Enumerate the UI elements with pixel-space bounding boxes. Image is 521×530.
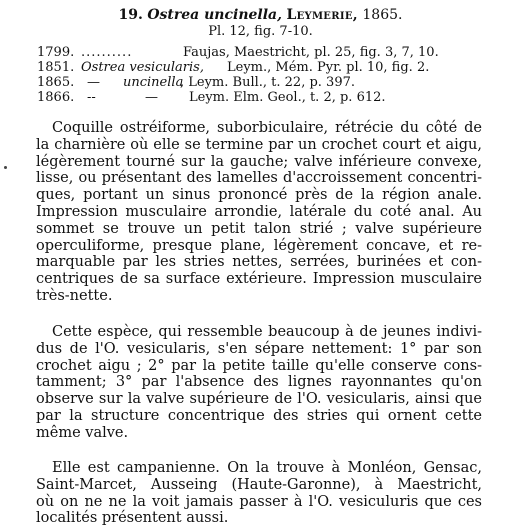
text-line: la charnière où elle se termine par un crochet court et aigu, [36, 136, 482, 153]
text-line: par la structure concentrique des stries qui ornent cette [36, 407, 482, 424]
text-line: même valve. [36, 424, 129, 441]
species-year: 1865. [362, 7, 403, 23]
synonymy-year: 1865. [37, 75, 75, 90]
text-line: très-nette. [36, 287, 113, 304]
text-line: lisse, ou présentant des lamelles d'accroissement concentri- [36, 170, 482, 187]
text-line: marquable par les stries nettes, serrées, burinées et con- [36, 254, 482, 271]
text-line: Coquille ostréiforme, suborbiculaire, rétrécie du côté de [52, 120, 482, 136]
text-line: Cette espèce, qui ressemble beaucoup à de jeunes indivi- [52, 324, 482, 340]
text-line: Saint-Marcet, Ausseing (Haute-Garonne), à Maestricht, [36, 476, 482, 493]
text-line: localités présentent aussi. [36, 510, 229, 527]
text-line: où on ne ne la voit jamais passer à l'O. vesiculuris que ces [36, 493, 482, 510]
synonymy-name: Ostrea vesicularis, [81, 60, 204, 75]
plate-reference: Pl. 12, fig. 7-10. [208, 24, 313, 39]
synonymy-name: uncinella [123, 75, 184, 90]
text-line: Impression musculaire arrondie, latérale du coté anal. Au [36, 203, 482, 220]
text-line: centriques de sa surface extérieure. Impression musculaire [36, 271, 482, 288]
synonymy-item [37, 45, 507, 60]
synonymy-dash: -- [87, 90, 96, 105]
text-line: dus de l'O. vesicularis, s'en sépare nettement: 1° par son [36, 340, 482, 357]
synonymy-item [37, 60, 507, 75]
synonymy-leader: .......... [81, 45, 133, 60]
species-heading [0, 6, 521, 24]
comparison-paragraph [36, 324, 482, 442]
synonymy-dash: — [145, 90, 158, 105]
text-line: observe sur la valve supérieure de l'O. vesicularis, ainsi que [36, 391, 482, 408]
species-author: Leymerie, [286, 7, 358, 23]
species-name: Ostrea uncinella, [147, 7, 282, 23]
margin-dot [4, 166, 7, 169]
description-paragraph [36, 120, 482, 305]
synonymy-year: 1851. [37, 60, 75, 75]
text-line: Elle est campanienne. On la trouve à Monléon, Gensac, [52, 460, 482, 476]
text-line: tamment; 3° par l'absence des lignes rayonnantes qu'on [36, 374, 482, 391]
species-number: 19. [118, 7, 143, 23]
synonymy-dash: — [87, 75, 100, 90]
synonymy-text: Leym., Mém. Pyr. pl. 10, fig. 2. [227, 60, 430, 75]
locality-paragraph [36, 460, 482, 527]
synonymy-text: Leym. Elm. Geol., t. 2, p. 612. [189, 90, 386, 105]
synonymy-item [37, 75, 507, 90]
text-line: operculiforme, presque plane, légèrement concave, et re- [36, 237, 482, 254]
text-line: crochet aigu ; 2° par la petite taille qu'elle conserve cons- [36, 357, 482, 374]
synonymy-item [37, 90, 507, 105]
synonymy-year: 1866. [37, 90, 75, 105]
text-line: sommet se trouve un petit talon strié ; valve supérieure [36, 220, 482, 237]
text-line: légèrement tourné sur la gauche; valve inférieure convexe, [36, 153, 482, 170]
text-line: ques, portant un sinus prononcé près de la région anale. [36, 187, 482, 204]
synonymy-text: Faujas, Maestricht, pl. 25, fig. 3, 7, 10. [183, 45, 439, 60]
synonymy-text: , Leym. Bull., t. 22, p. 397. [180, 75, 355, 90]
synonymy-list [37, 45, 507, 105]
synonymy-year: 1799. [37, 45, 75, 60]
